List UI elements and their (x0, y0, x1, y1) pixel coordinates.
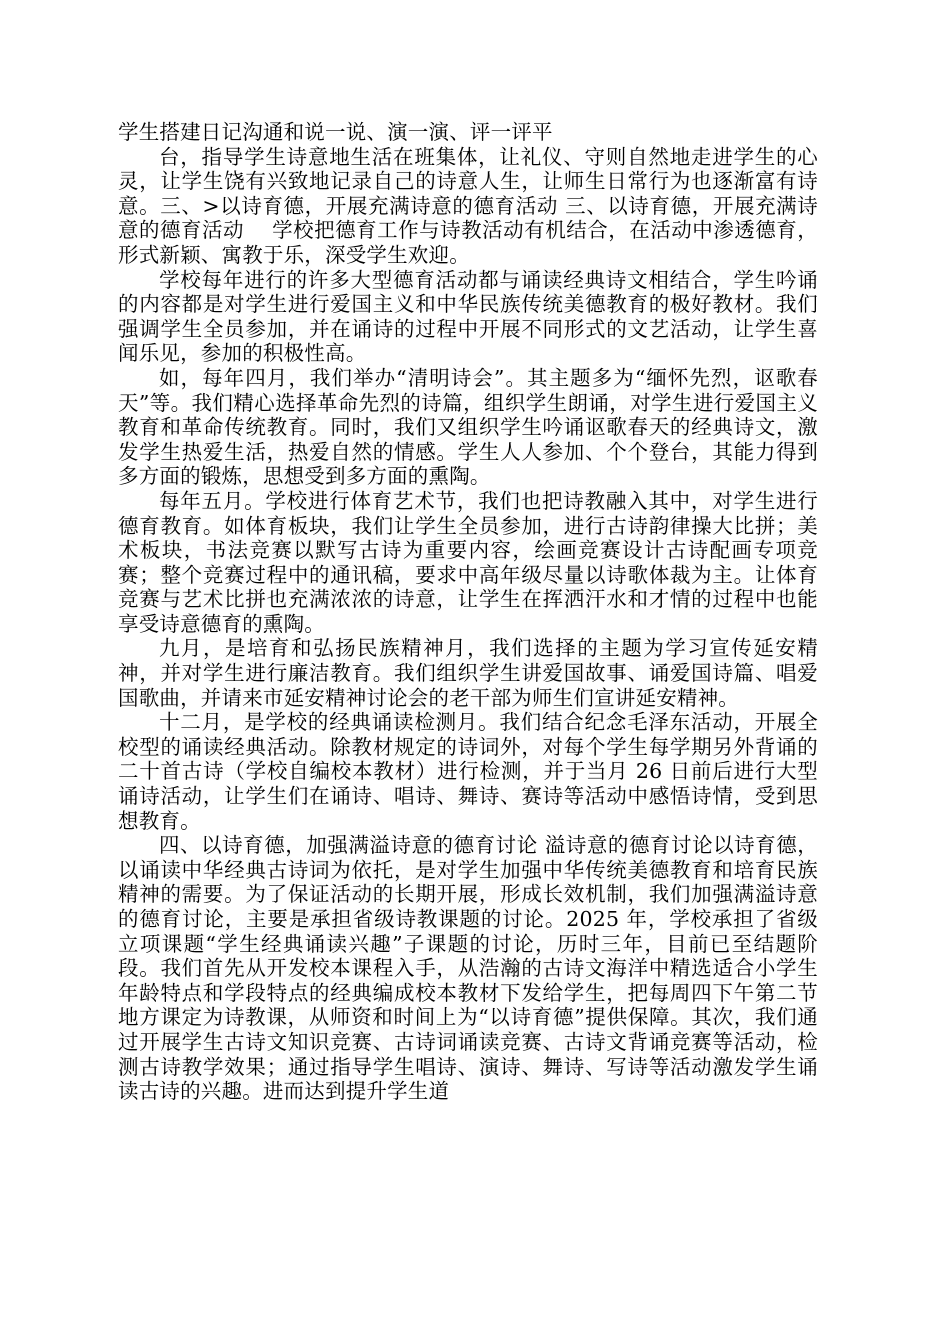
paragraph-3: 学校每年进行的许多大型德育活动都与诵读经典诗文相结合，学生吟诵的内容都是对学生进行爱国主义和中华民族传统美德教育的极好教材。我们强调学生全员参加，并在诵诗的过程中开展不同形式的文艺活动，让学生喜闻乐见，参加的积极性高。 (118, 267, 818, 366)
paragraph-4: 如，每年四月，我们举办“清明诗会”。其主题多为“缅怀先烈，讴歌春天”等。我们精心选择革命先烈的诗篇，组织学生朗诵，对学生进行爱国主义教育和革命传统教育。同时，我们又组织学生吟诵讴歌春天的经典诗文，激发学生热爱生活，热爱自然的情感。学生人人参加、个个登台，其能力得到多方面的锻炼，思想受到多方面的熏陶。 (118, 365, 818, 489)
document-body (118, 120, 818, 1104)
paragraph-7: 十二月，是学校的经典诵读检测月。我们结合纪念毛泽东活动，开展全校型的诵读经典活动。除教材规定的诗词外，对每个学生每学期另外背诵的二十首古诗（学校自编校本教材）进行检测，并于当月 26 日前后进行大型诵诗活动，让学生们在诵诗、唱诗、舞诗、赛诗等活动中感悟诗情，受到思想教育。 (118, 710, 818, 833)
paragraph-8: 四、以诗育德，加强满溢诗意的德育讨论 溢诗意的德育讨论以诗育德，以诵读中华经典古诗词为依托，是对学生加强中华传统美德教育和培育民族精神的需要。为了保证活动的长期开展，形成长效机制，我们加强满溢诗意的德育讨论，主要是承担省级诗教课题的讨论。2025 年，学校承担了省级立项课题“学生经典诵读兴趣”子课题的讨论，历时三年，目前已至结题阶段。我们首先从开发校本课程入手，从浩瀚的古诗文海洋中精选适合小学生年龄特点和学段特点的经典编成校本教材下发给学生，把每周四下午第二节地方课定为诗教课，从师资和时间上为“以诗育德”提供保障。其次，我们通过开展学生古诗文知识竞赛、古诗词诵读竞赛、古诗文背诵竞赛等活动，检测古诗教学效果；通过指导学生唱诗、演诗、舞诗、写诗等活动激发学生诵读古诗的兴趣。进而达到提升学生道 (118, 833, 818, 1104)
paragraph-1: 学生搭建日记沟通和说一说、演一演、评一评平 (118, 120, 553, 144)
paragraph-2: 台，指导学生诗意地生活在班集体，让礼仪、守则自然地走进学生的心灵，让学生饶有兴致地记录自己的诗意人生，让师生日常行为也逐渐富有诗意。三、>以诗育德，开展充满诗意的德育活动 三、以诗育德，开展充满诗意的德育活动 学校把德育工作与诗教活动有机结合，在活动中渗透德育，形式新颖、寓教于乐，深受学生欢迎。 (118, 144, 818, 267)
paragraph-6: 九月，是培育和弘扬民族精神月，我们选择的主题为学习宣传延安精神，并对学生进行廉洁教育。我们组织学生讲爱国故事、诵爱国诗篇、唱爱国歌曲，并请来市延安精神讨论会的老干部为师生们宣讲延安精神。 (118, 636, 818, 710)
paragraph-5: 每年五月。学校进行体育艺术节，我们也把诗教融入其中，对学生进行德育教育。如体育板块，我们让学生全员参加，进行古诗韵律操大比拼；美术板块，书法竞赛以默写古诗为重要内容，绘画竞赛设计古诗配画专项竞赛；整个竞赛过程中的通讯稿，要求中高年级尽量以诗歌体裁为主。让体育竞赛与艺术比拼也充满浓浓的诗意，让学生在挥洒汗水和才情的过程中也能享受诗意德育的熏陶。 (118, 488, 818, 636)
